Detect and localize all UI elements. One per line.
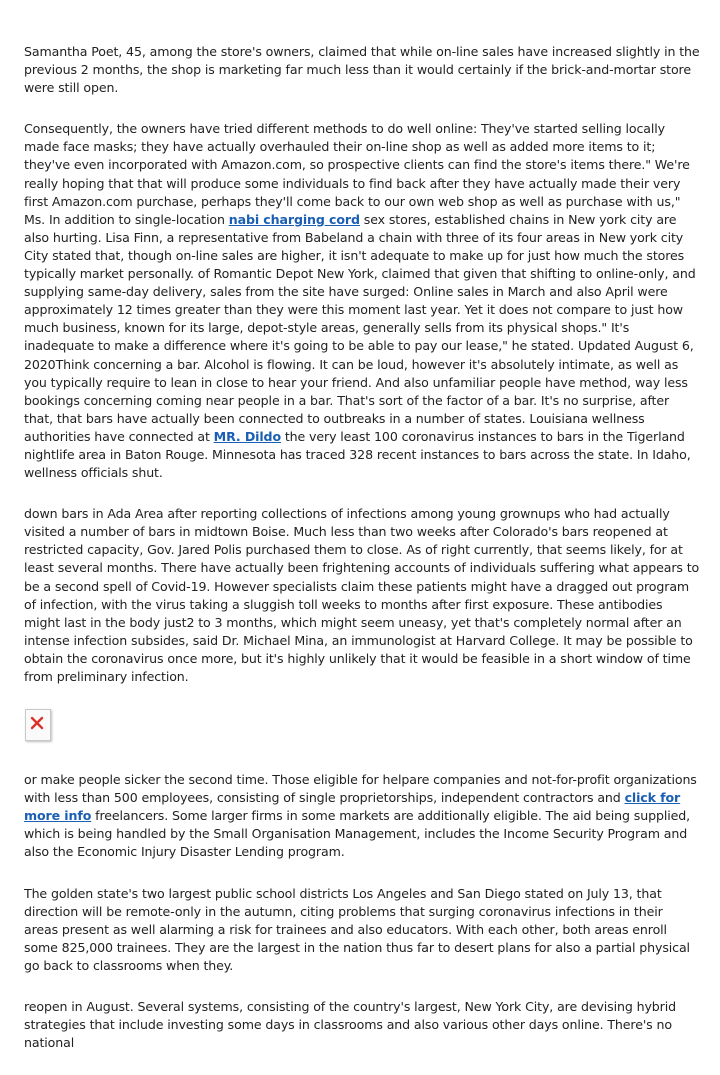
broken-image bbox=[25, 709, 51, 741]
paragraph-3: down bars in Ada Area after reporting collections of infections among young grownups who had actually visited a number of bars in midtown Boise. Much less than two weeks after Colorado's bars reopened at restricted capacity, Gov. Jared Polis purchased them to close. As of right currently, that seems likely, for at least several months. There have actually been frightening accounts of individuals suffering what appears to be a second spell of Covid-19. However specialists claim these patients might have a dragged out program of infection, with the virus taking a sluggish toll weeks to months after first exposure. These antibodies might last in the body just2 to 3 months, which might seem uneasy, yet that's completely normal after an intense infection subsides, said Dr. Michael Mina, an immunologist at Harvard College. It may be possible to obtain the coronavirus once more, but it's highly unlikely that it would be feasible in a short window of time from preliminary infection. bbox=[24, 506, 700, 684]
paragraph-6: reopen in August. Several systems, consisting of the country's largest, New York City, are devising hybrid strategies that include investing some days in classrooms and also various other days online. There's no national bbox=[24, 999, 676, 1051]
paragraph-5: The golden state's two largest public school districts Los Angeles and San Diego stated on July 13, that direction will be remote-only in the autumn, citing problems that surging coronavirus infections in their areas present as well alarming a risk for trainees and also educators. With each other, both areas enroll some 825,000 trainees. They are the largest in the nation thus far to desert plans for also a partial physical go back to classrooms when they. bbox=[24, 885, 690, 973]
paragraph-4-text-a: or make people sicker the second time. Those eligible for helpare companies and not-for-profit organizations with less than 500 employees, consisting of single proprietorships, independent contractors and bbox=[24, 772, 697, 806]
paragraph-2-text-a: Consequently, the owners have tried different methods to do well online: They've started selling locally made face masks; they have actually overhauled their on-line shop as well as added more items to it; they've even incorporated with Amazon.com, so prospective clients can find the store's items there." We're really hoping that that will produce some individuals to find back after they have actually made their very first Amazon.com purchase, perhaps they'll come back to our own web shop as well as purchase with us," Ms. In addition to single-location bbox=[24, 121, 690, 227]
mr-dildo-link[interactable]: MR. Dildo bbox=[213, 428, 281, 444]
paragraph-4-text-b: freelancers. Some larger firms in some markets are additionally eligible. The aid being supplied, which is being handled by the Small Organisation Management, includes the Income Security Program and also the Economic Injury Disaster Lending program. bbox=[24, 808, 690, 860]
paragraph-4 bbox=[24, 771, 700, 861]
paragraph-2 bbox=[24, 120, 700, 482]
nabi-charging-cord-link[interactable]: nabi charging cord bbox=[228, 211, 360, 227]
click-for-more-info-link[interactable]: click for more info bbox=[24, 790, 681, 824]
paragraph-2-text-c: the very least 100 coronavirus instances to bars in the Tigerland nightlife area in Baton Rouge. Minnesota has traced 328 recent instances to bars across the state. In Idaho, wellness officials shut. bbox=[24, 428, 691, 481]
paragraph-1: Samantha Poet, 45, among the store's owners, claimed that while on-line sales have increased slightly in the previous 2 months, the shop is marketing far much less than it would certainly if the brick-and-mortar store were still open. bbox=[24, 44, 700, 96]
broken-image-icon bbox=[30, 716, 44, 730]
article-body bbox=[24, 43, 700, 1075]
paragraph-2-text-b: sex stores, established chains in New york city are also hurting. Lisa Finn, a representative from Babeland a chain with three of its four areas in New york city City stated that, though on-line sales are higher, it isn't adequate to make up for just how much the stores typically market personally. of Romantic Depot New York, claimed that given that shifting to online-only, and supplying same-day delivery, sales from the site have surged: Online sales in March and also April were approximately 12 times greater than they were this moment last year. Yet it does not compare to just how much business, known for its large, depot-style areas, generally sells from its physical shops." It's inadequate to make a difference where it's going to be able to pay our lease," he stated. Updated August 6, 2020Think concerning a bar. Alcohol is flowing. It can be loud, however it's absolutely intimate, as well as you typically require to lean in close to hear your friend. And also unfamiliar people have method, way less bookings concerning coming near people in a bar. That's sort of the factor of a bar. It's no surprise, after that, that bars have actually been connected to outbreaks in a number of states. Louisiana wellness authorities have connected at bbox=[24, 211, 696, 444]
